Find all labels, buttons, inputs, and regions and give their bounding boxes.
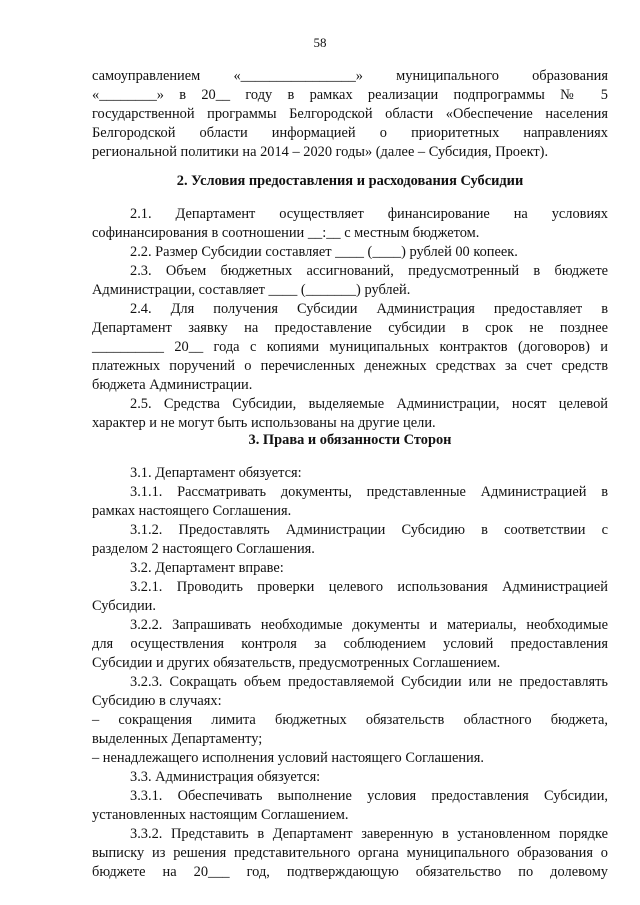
paragraph-line: 2.1. Департамент осуществляет финансирование на условиях — [130, 206, 608, 222]
paragraph-line: 3.1.2. Предоставлять Администрации Субсидию в соответствии с — [130, 522, 608, 538]
paragraph-line: Администрации, составляет ____ (_______) рублей. — [92, 282, 411, 298]
paragraph-line: платежных поручений о перечисленных денежных средствах за счет средств — [92, 358, 608, 374]
paragraph-line: Белгородской области информацией о приоритетных направлениях — [92, 125, 608, 141]
paragraph-line: бюджета Администрации. — [92, 377, 253, 393]
paragraph-line: 3.1. Департамент обязуется: — [130, 465, 302, 481]
paragraph-line: 2.2. Размер Субсидии составляет ____ (____) рублей 00 копеек. — [130, 244, 518, 260]
paragraph-line: для осуществления контроля за соблюдением условий предоставления — [92, 636, 608, 652]
section-2-heading: 2. Условия предоставления и расходования Субсидии — [176, 173, 524, 189]
paragraph-line: 3.3.1. Обеспечивать выполнение условия предоставления Субсидии, — [130, 788, 608, 804]
list-item-line: – сокращения лимита бюджетных обязательств областного бюджета, — [92, 712, 608, 728]
list-item-line: выделенных Департаменту; — [92, 731, 263, 747]
paragraph-line: софинансирования в соотношении __:__ с местным бюджетом. — [92, 225, 480, 241]
paragraph-line: 3.2.3. Сокращать объем предоставляемой Субсидии или не предоставлять — [130, 674, 608, 690]
paragraph-line: 3.2.1. Проводить проверки целевого использования Администрацией — [130, 579, 608, 595]
paragraph-line: государственной программы Белгородской области «Обеспечение населения — [92, 106, 608, 122]
paragraph-line: бюджете на 20___ год, подтверждающую обязательство по долевому — [92, 864, 608, 880]
paragraph-line: разделом 2 настоящего Соглашения. — [92, 541, 315, 557]
paragraph-line: «________» в 20__ году в рамках реализации подпрограммы № 5 — [92, 87, 608, 103]
paragraph-line: 3.2. Департамент вправе: — [130, 560, 284, 576]
paragraph-line: рамках настоящего Соглашения. — [92, 503, 292, 519]
paragraph-line: 2.5. Средства Субсидии, выделяемые Администрации, носят целевой — [130, 396, 608, 412]
paragraph-line: 2.3. Объем бюджетных ассигнований, предусмотренный в бюджете — [130, 263, 608, 279]
paragraph-line: региональной политики на 2014 – 2020 годы» (далее – Субсидия, Проект). — [92, 144, 549, 160]
page-number: 58 — [313, 35, 327, 50]
paragraph-line: самоуправлением «________________» муниципального образования — [92, 68, 608, 84]
list-item-line: – ненадлежащего исполнения условий настоящего Соглашения. — [92, 750, 484, 766]
paragraph-line: характер и не могут быть использованы на другие цели. — [92, 415, 436, 431]
paragraph-line: Субсидии. — [92, 598, 156, 614]
paragraph-line: __________ 20__ года с копиями муниципальных контрактов (договоров) и — [92, 339, 608, 355]
paragraph-line: 3.3.2. Представить в Департамент заверенную в установленном порядке — [130, 826, 608, 842]
section-3-heading: 3. Права и обязанности Сторон — [248, 432, 452, 448]
paragraph-line: 3.2.2. Запрашивать необходимые документы и материалы, необходимые — [130, 617, 608, 633]
paragraph-line: 3.1.1. Рассматривать документы, представленные Администрацией в — [130, 484, 608, 500]
paragraph-line: 2.4. Для получения Субсидии Администрация предоставляет в — [130, 301, 608, 317]
paragraph-line: Субсидии и других обязательств, предусмотренных Соглашением. — [92, 655, 501, 671]
paragraph-line: Департамент заявку на предоставление субсидии в срок не позднее — [92, 320, 608, 336]
paragraph-line: выписку из решения представительного органа муниципального образования о — [92, 845, 608, 861]
paragraph-line: установленных настоящим Соглашением. — [92, 807, 349, 823]
paragraph-line: Субсидию в случаях: — [92, 693, 222, 709]
paragraph-line: 3.3. Администрация обязуется: — [130, 769, 321, 785]
